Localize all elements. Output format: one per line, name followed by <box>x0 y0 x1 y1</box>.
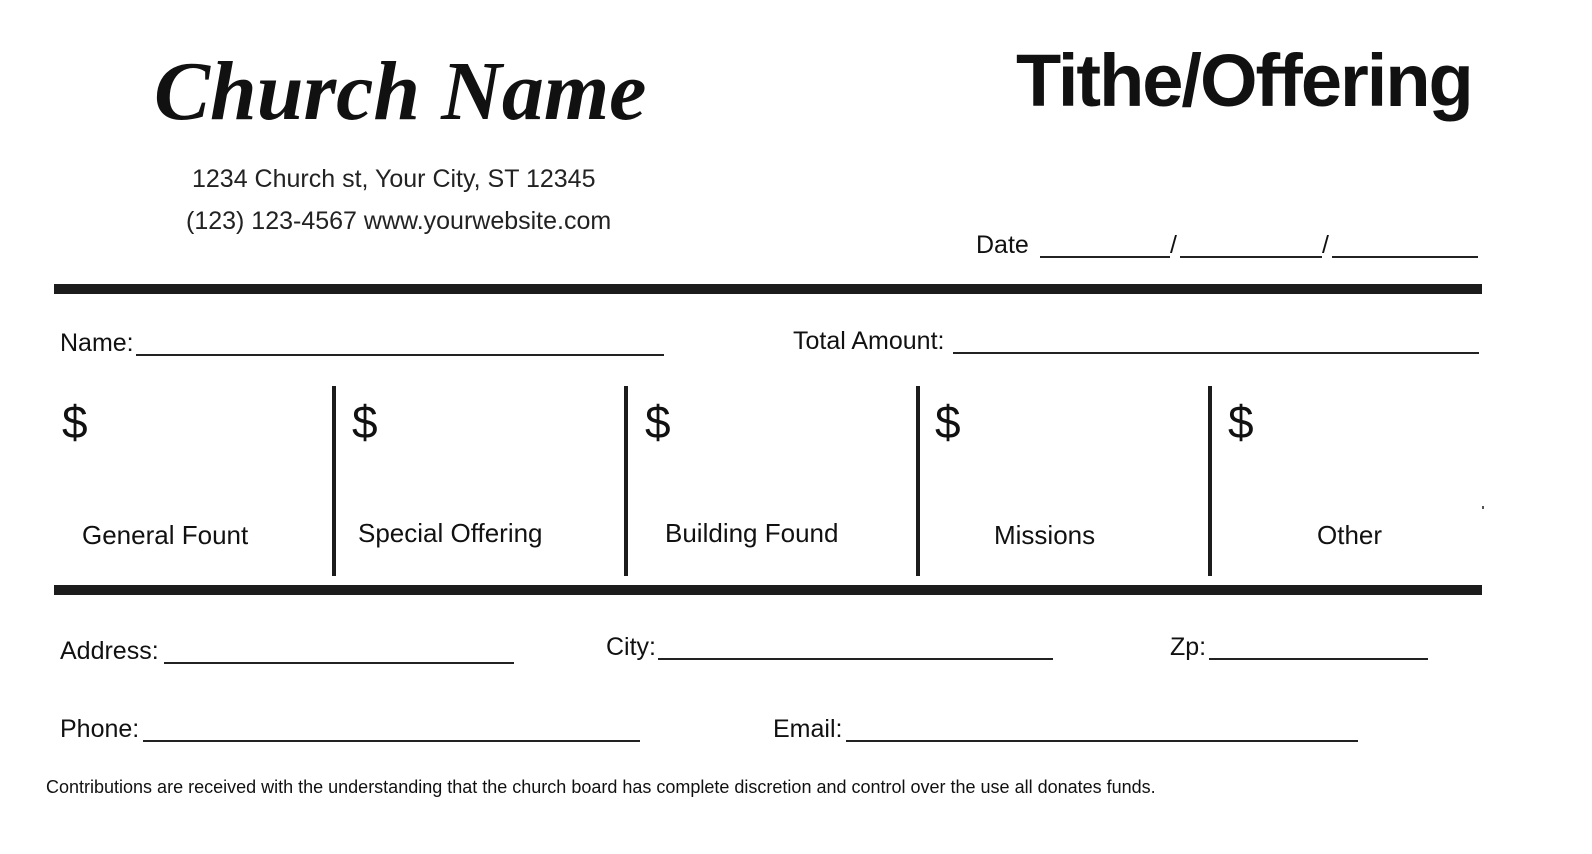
dollar-sign-icon: $ <box>935 396 961 448</box>
zip-label: Zp: <box>1170 633 1207 661</box>
fund-label-other: Other <box>1317 520 1383 550</box>
disclaimer-text: Contributions are received with the understanding that the church board has complete discretion and control over the use all donates funds. <box>46 777 1156 797</box>
church-name: Church Name <box>154 45 647 138</box>
date-label: Date <box>976 231 1029 259</box>
phone-label: Phone: <box>60 715 140 743</box>
date-year-field[interactable] <box>1332 256 1478 258</box>
zip-field[interactable] <box>1209 658 1428 660</box>
email-field[interactable] <box>846 740 1358 742</box>
form-title: Tithe/Offering <box>1016 39 1472 122</box>
date-day-field[interactable] <box>1180 256 1322 258</box>
city-label: City: <box>606 633 656 661</box>
print-speck <box>1482 506 1484 509</box>
city-field[interactable] <box>658 658 1053 660</box>
dollar-sign-icon: $ <box>352 396 378 448</box>
fund-divider <box>332 386 336 576</box>
fund-divider <box>624 386 628 576</box>
church-contact: (123) 123-4567 www.yourwebsite.com <box>186 207 612 235</box>
fund-label-special-offering: Special Offering <box>358 518 543 548</box>
dollar-sign-icon: $ <box>1228 396 1254 448</box>
address-label: Address: <box>60 637 159 665</box>
dollar-sign-icon: $ <box>645 396 671 448</box>
date-separator: / <box>1322 231 1329 259</box>
total-amount-label: Total Amount: <box>793 327 945 355</box>
church-address: 1234 Church st, Your City, ST 12345 <box>192 165 596 193</box>
dollar-sign-icon: $ <box>62 396 88 448</box>
fund-divider <box>1208 386 1212 576</box>
date-month-field[interactable] <box>1040 256 1170 258</box>
email-label: Email: <box>773 715 843 743</box>
fund-label-missions: Missions <box>994 520 1096 550</box>
fund-divider <box>916 386 920 576</box>
top-divider <box>54 284 1482 294</box>
address-field[interactable] <box>164 662 514 664</box>
fund-label-general: General Fount <box>82 520 249 550</box>
bottom-divider <box>54 585 1482 595</box>
phone-field[interactable] <box>143 740 640 742</box>
fund-label-building: Building Found <box>665 518 839 548</box>
date-separator: / <box>1170 231 1177 259</box>
name-label: Name: <box>60 329 134 357</box>
total-amount-field[interactable] <box>953 352 1479 354</box>
name-field[interactable] <box>136 354 664 356</box>
